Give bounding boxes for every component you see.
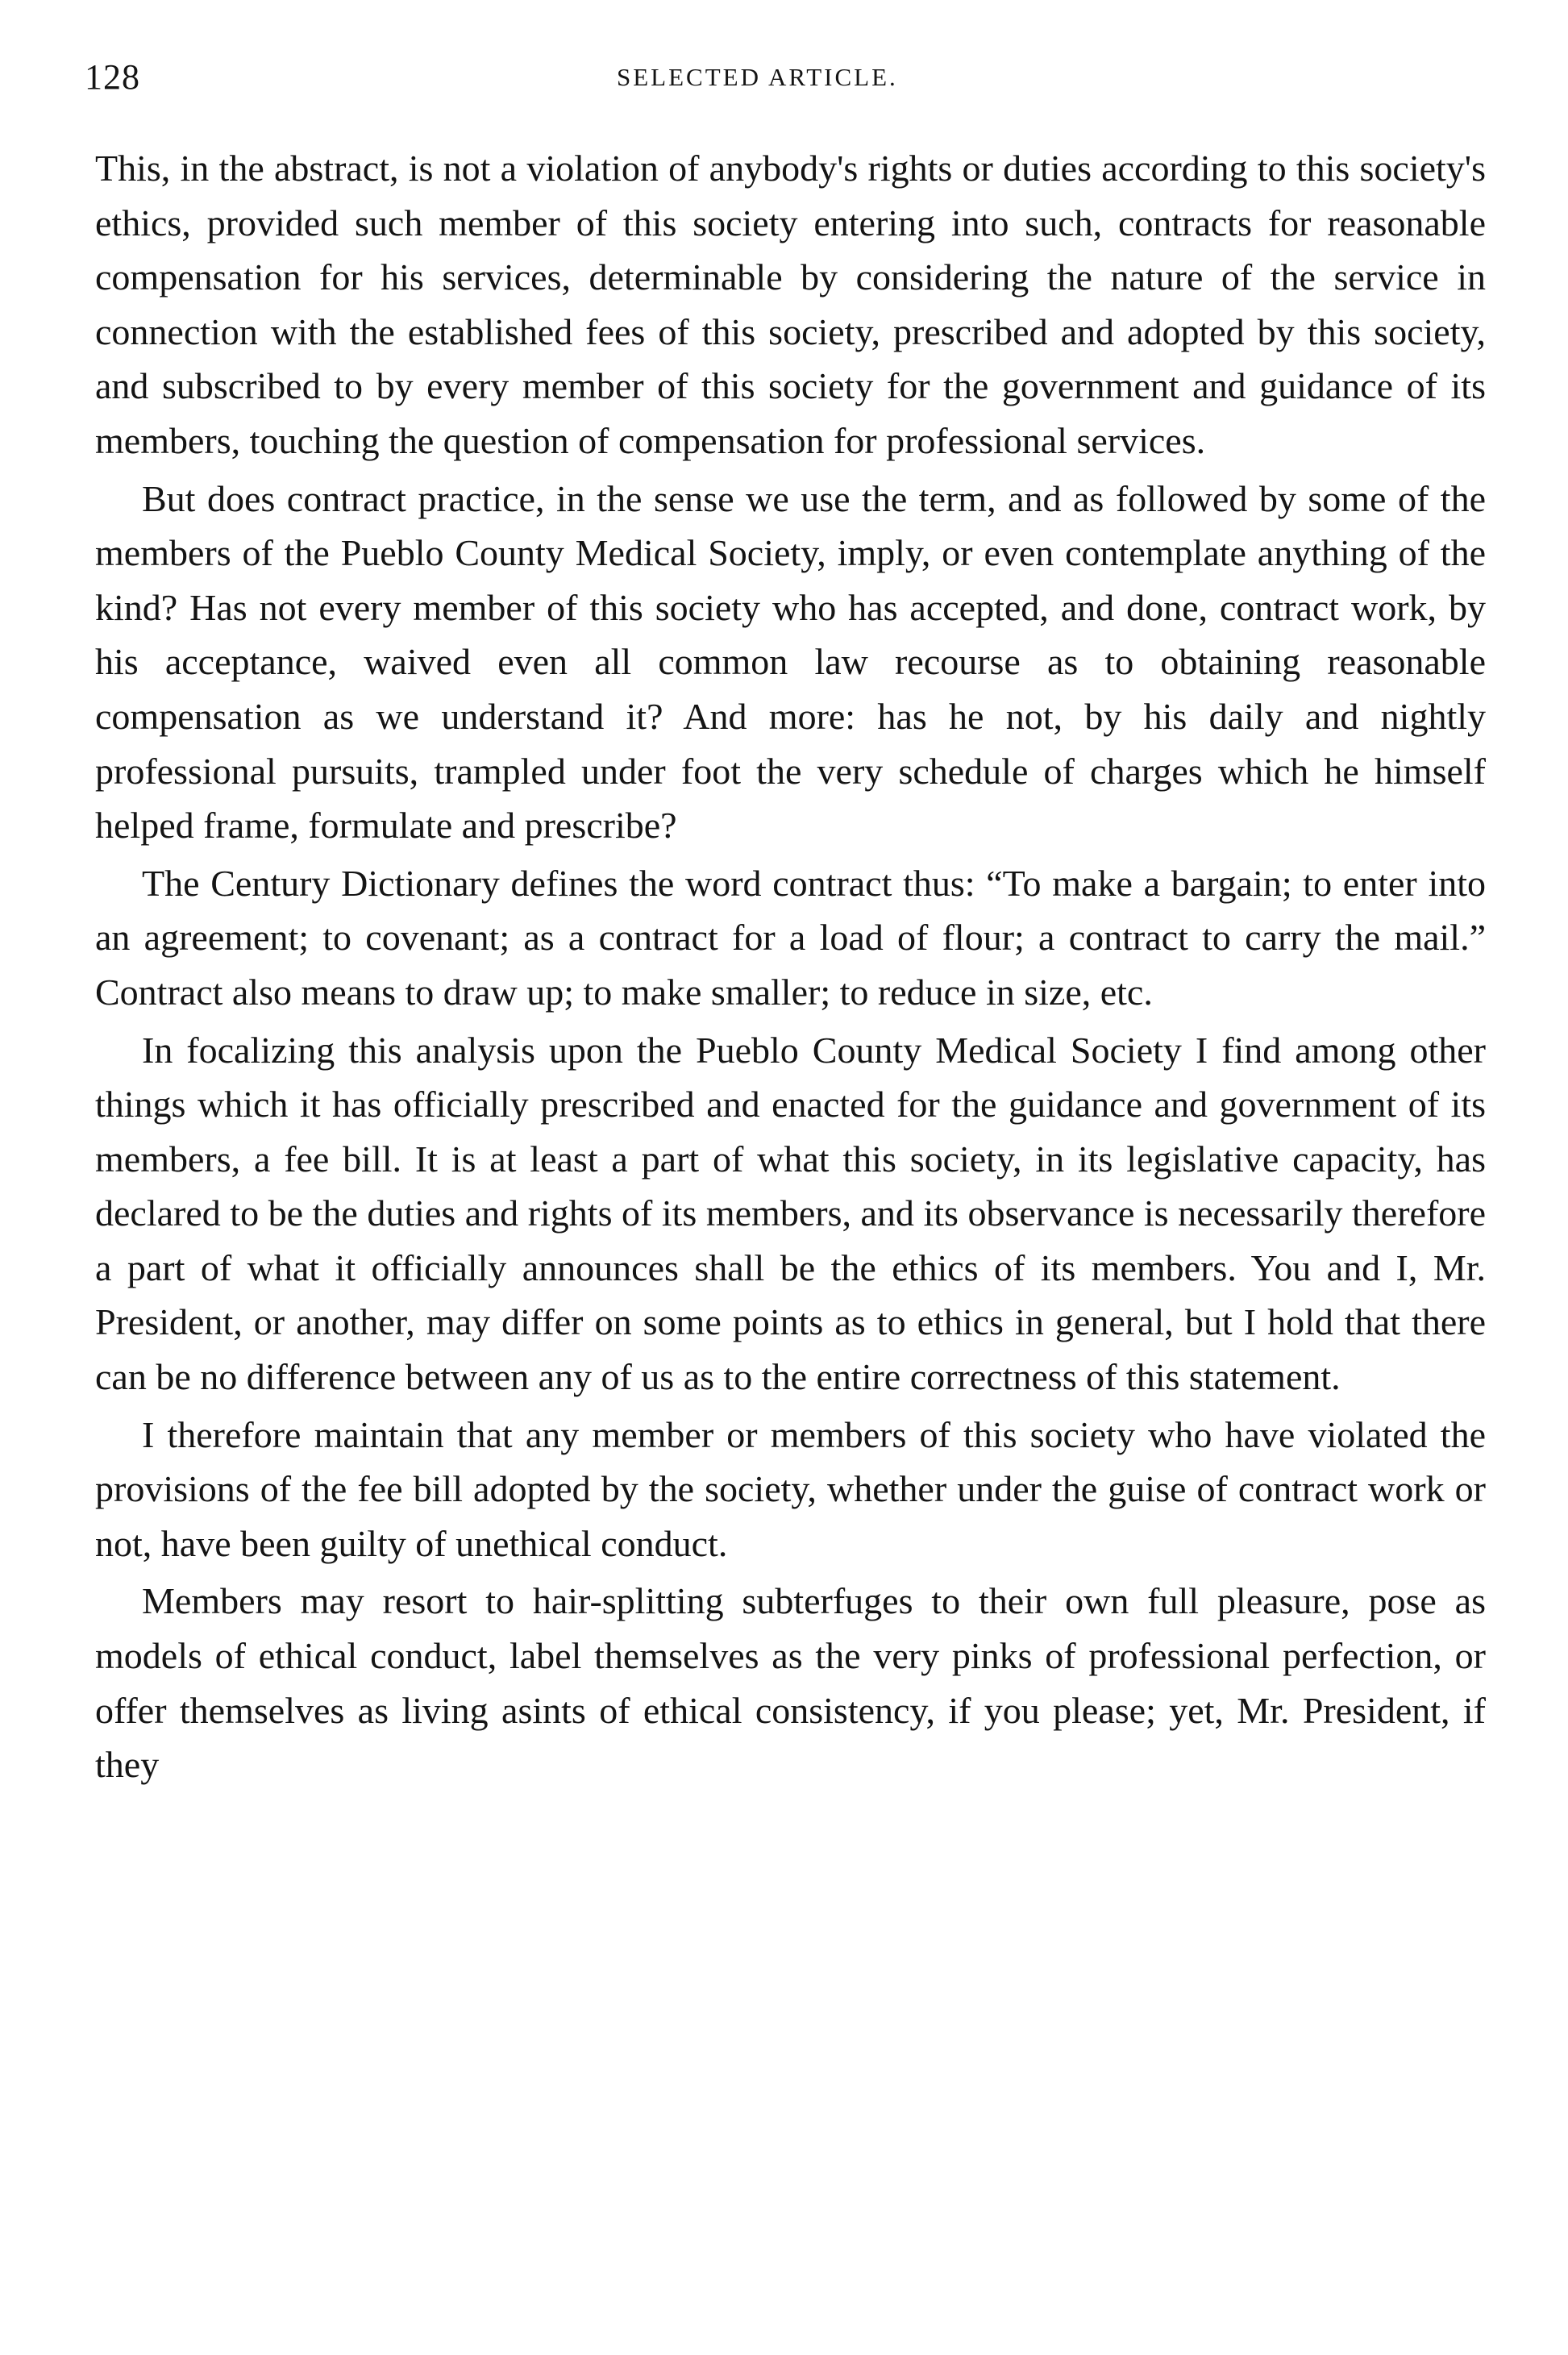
section-title: SELECTED ARTICLE. [617,63,898,91]
page-number: 128 [85,57,140,97]
running-head [85,56,1483,105]
paragraph: In focalizing this analysis upon the Pueblo County Medical Society I find among other things which it has officially prescribed and enacted for the guidance and government of its members, a fee bill. It is at least a part of what this society, in its legislative capacity, has declared to be the duties and rights of its members, and its observance is necessarily therefore a part of what it officially announces shall be the ethics of its members. You and I, Mr. President, or another, may differ on some points as to ethics in general, but I hold that there can be no difference between any of us as to the entire correctness of this statement. [95,1029,1486,1398]
article-body [95,141,1486,1795]
paragraph: Members may resort to hair-splitting subterfuges to their own full pleasure, pose as models of ethical conduct, label themselves as the very pinks of professional perfection, or offer themselves as living asints of ethical consistency, if you please; yet, Mr. President, if they [95,1580,1486,1786]
paragraph: The Century Dictionary defines the word contract thus: “To make a bargain; to enter into an agreement; to covenant; as a contract for a load of flour; a contract to carry the mail.” Contract also means to draw up; to make smaller; to reduce in size, etc. [95,862,1486,1013]
paragraph: This, in the abstract, is not a violation of anybody's rights or duties according to this society's ethics, provided such member of this society entering into such, contracts for reasonable compensation for his services, determinable by considering the nature of the service in connection with the established fees of this society, prescribed and adopted by this society, and subscribed to by every member of this society for the government and guidance of its members, touching the question of compensation for professional services. [95,148,1486,461]
paragraph: But does contract practice, in the sense we use the term, and as followed by some of the members of the Pueblo County Medical Society, imply, or even contemplate anything of the kind? Has not every member of this society who has accepted, and done, contract work, by his acceptance, waived even all common law recourse as to obtaining reasonable compensation as we understand it? And more: has he not, by his daily and nightly professional pursuits, trampled under foot the very schedule of charges which he himself helped frame, formulate and prescribe? [95,477,1486,847]
paragraph: I therefore maintain that any member or members of this society who have violated the provisions of the fee bill adopted by the society, whether under the guise of contract work or not, have been guilty of unethical conduct. [95,1413,1486,1564]
